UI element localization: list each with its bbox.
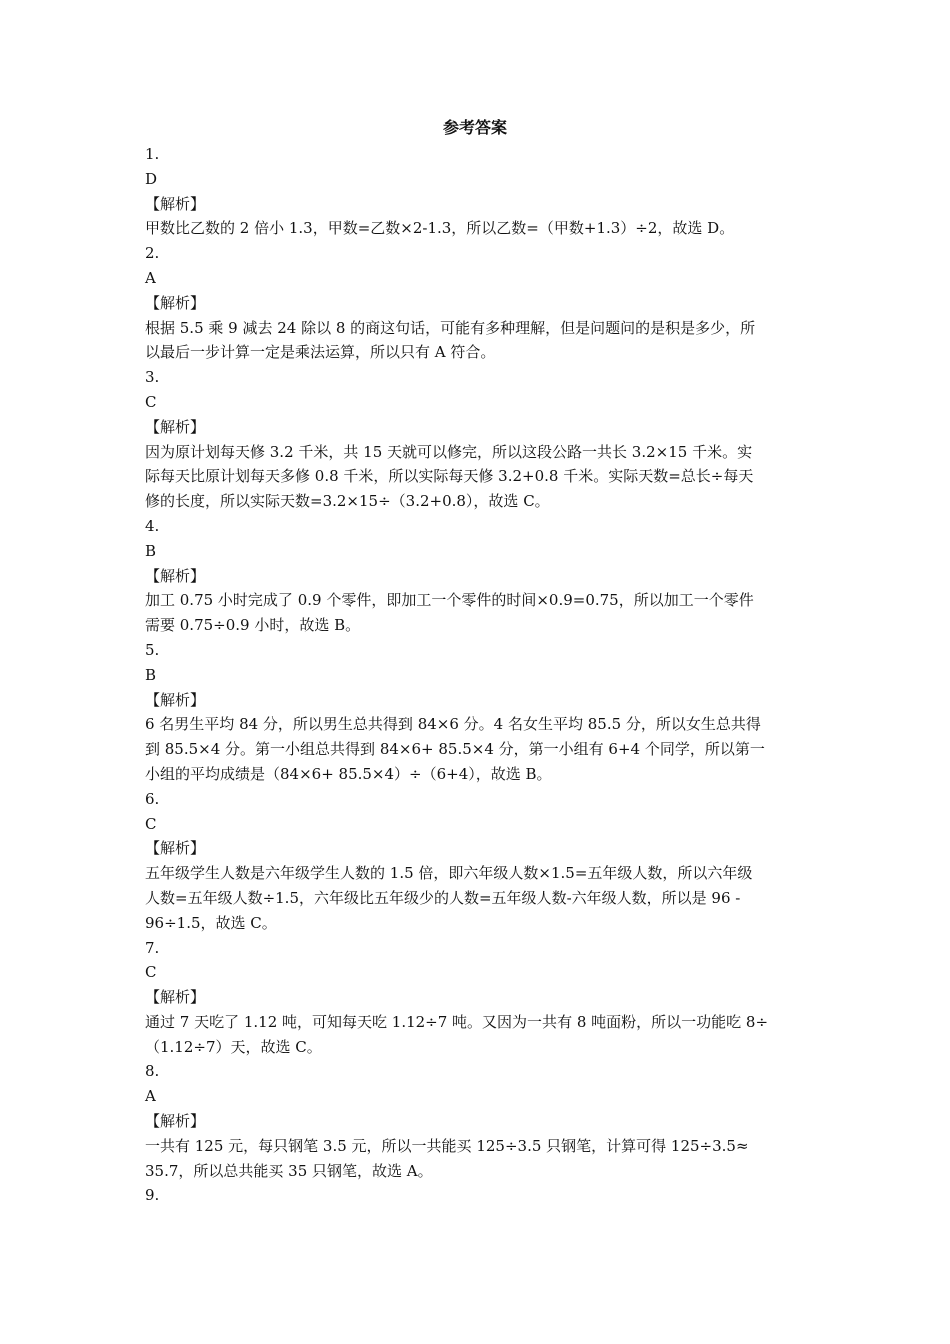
answer-choice: D	[145, 169, 158, 188]
explanation-line: 以最后一步计算一定是乘法运算，所以只有 A 符合。	[145, 343, 496, 362]
explanation-label: 【解析】	[145, 690, 206, 709]
answer-choice: C	[145, 392, 157, 411]
explanation-line: 修的长度，所以实际天数=3.2×15÷（3.2+0.8），故选 C。	[145, 492, 550, 511]
question-number: 5.	[145, 640, 160, 659]
explanation-label: 【解析】	[145, 988, 206, 1007]
answer-choice: A	[145, 268, 156, 287]
page-title: 参考答案	[442, 118, 507, 137]
explanation-line: 人数=五年级人数÷1.5，六年级比五年级少的人数=五年级人数-六年级人数，所以是 96 -	[145, 888, 741, 907]
explanation-label: 【解析】	[145, 566, 206, 585]
explanation-line: 根据 5.5 乘 9 减去 24 除以 8 的商这句话，可能有多种理解，但是问题问的是积是多少，所	[145, 318, 756, 337]
answer-item	[145, 142, 810, 241]
explanation-line: 到 85.5×4 分。第一小组总共得到 84×6+ 85.5×4 分，第一小组有 6+4 个同学，所以第一	[145, 740, 765, 759]
explanation-line: 需要 0.75÷0.9 小时，故选 B。	[145, 616, 361, 635]
question-number: 6.	[145, 789, 160, 808]
answer-item	[145, 1059, 810, 1183]
answer-item	[145, 365, 810, 514]
answer-choice: B	[145, 665, 157, 684]
answer-item	[145, 1183, 810, 1208]
explanation-line: 6 名男生平均 84 分，所以男生总共得到 84×6 分。4 名女生平均 85.5 分，所以女生总共得	[145, 715, 761, 734]
explanation-line: 96÷1.5，故选 C。	[145, 913, 277, 932]
explanation-label: 【解析】	[145, 293, 206, 312]
question-number: 7.	[145, 938, 160, 957]
answer-item	[145, 936, 810, 1060]
explanation-line: 五年级学生人数是六年级学生人数的 1.5 倍，即六年级人数×1.5=五年级人数，所以六年级	[145, 864, 753, 883]
explanation-line: 通过 7 天吃了 1.12 吨，可知每天吃 1.12÷7 吨。又因为一共有 8 吨面粉，所以一功能吃 8÷	[145, 1012, 769, 1031]
question-number: 3.	[145, 368, 160, 387]
question-number: 2.	[145, 244, 160, 263]
answer-choice: C	[145, 814, 157, 833]
answer-list	[145, 142, 810, 1208]
answer-choice: A	[145, 1087, 156, 1106]
explanation-line: 35.7，所以总共能买 35 只钢笔，故选 A。	[145, 1161, 433, 1180]
question-number: 4.	[145, 516, 160, 535]
explanation-line: 一共有 125 元，每只钢笔 3.5 元，所以一共能买 125÷3.5 只钢笔，计算可得 125÷3.5≈	[145, 1136, 749, 1155]
answer-item	[145, 787, 810, 936]
answer-item	[145, 638, 810, 787]
answer-choice: C	[145, 963, 157, 982]
explanation-label: 【解析】	[145, 194, 206, 213]
explanation-label: 【解析】	[145, 1112, 206, 1131]
question-number: 1.	[145, 145, 160, 163]
answer-item	[145, 241, 810, 365]
answer-item	[145, 514, 810, 638]
question-number: 9.	[145, 1186, 160, 1205]
answer-choice: B	[145, 541, 157, 560]
explanation-line: 因为原计划每天修 3.2 千米，共 15 天就可以修完，所以这段公路一共长 3.2×15 千米。实	[145, 442, 753, 461]
explanation-line: 小组的平均成绩是（84×6+ 85.5×4）÷（6+4），故选 B。	[145, 764, 552, 783]
explanation-line: 际每天比原计划每天多修 0.8 千米，所以实际每天修 3.2+0.8 千米。实际天数=总长÷每天	[145, 467, 754, 486]
explanation-line: 加工 0.75 小时完成了 0.9 个零件，即加工一个零件的时间×0.9=0.75，所以加工一个零件	[145, 591, 754, 610]
explanation-label: 【解析】	[145, 417, 206, 436]
question-number: 8.	[145, 1062, 160, 1081]
explanation-line: 甲数比乙数的 2 倍小 1.3，甲数=乙数×2-1.3，所以乙数=（甲数+1.3）÷2，故选 D。	[145, 219, 735, 238]
explanation-line: （1.12÷7）天，故选 C。	[145, 1037, 322, 1056]
explanation-label: 【解析】	[145, 839, 206, 858]
